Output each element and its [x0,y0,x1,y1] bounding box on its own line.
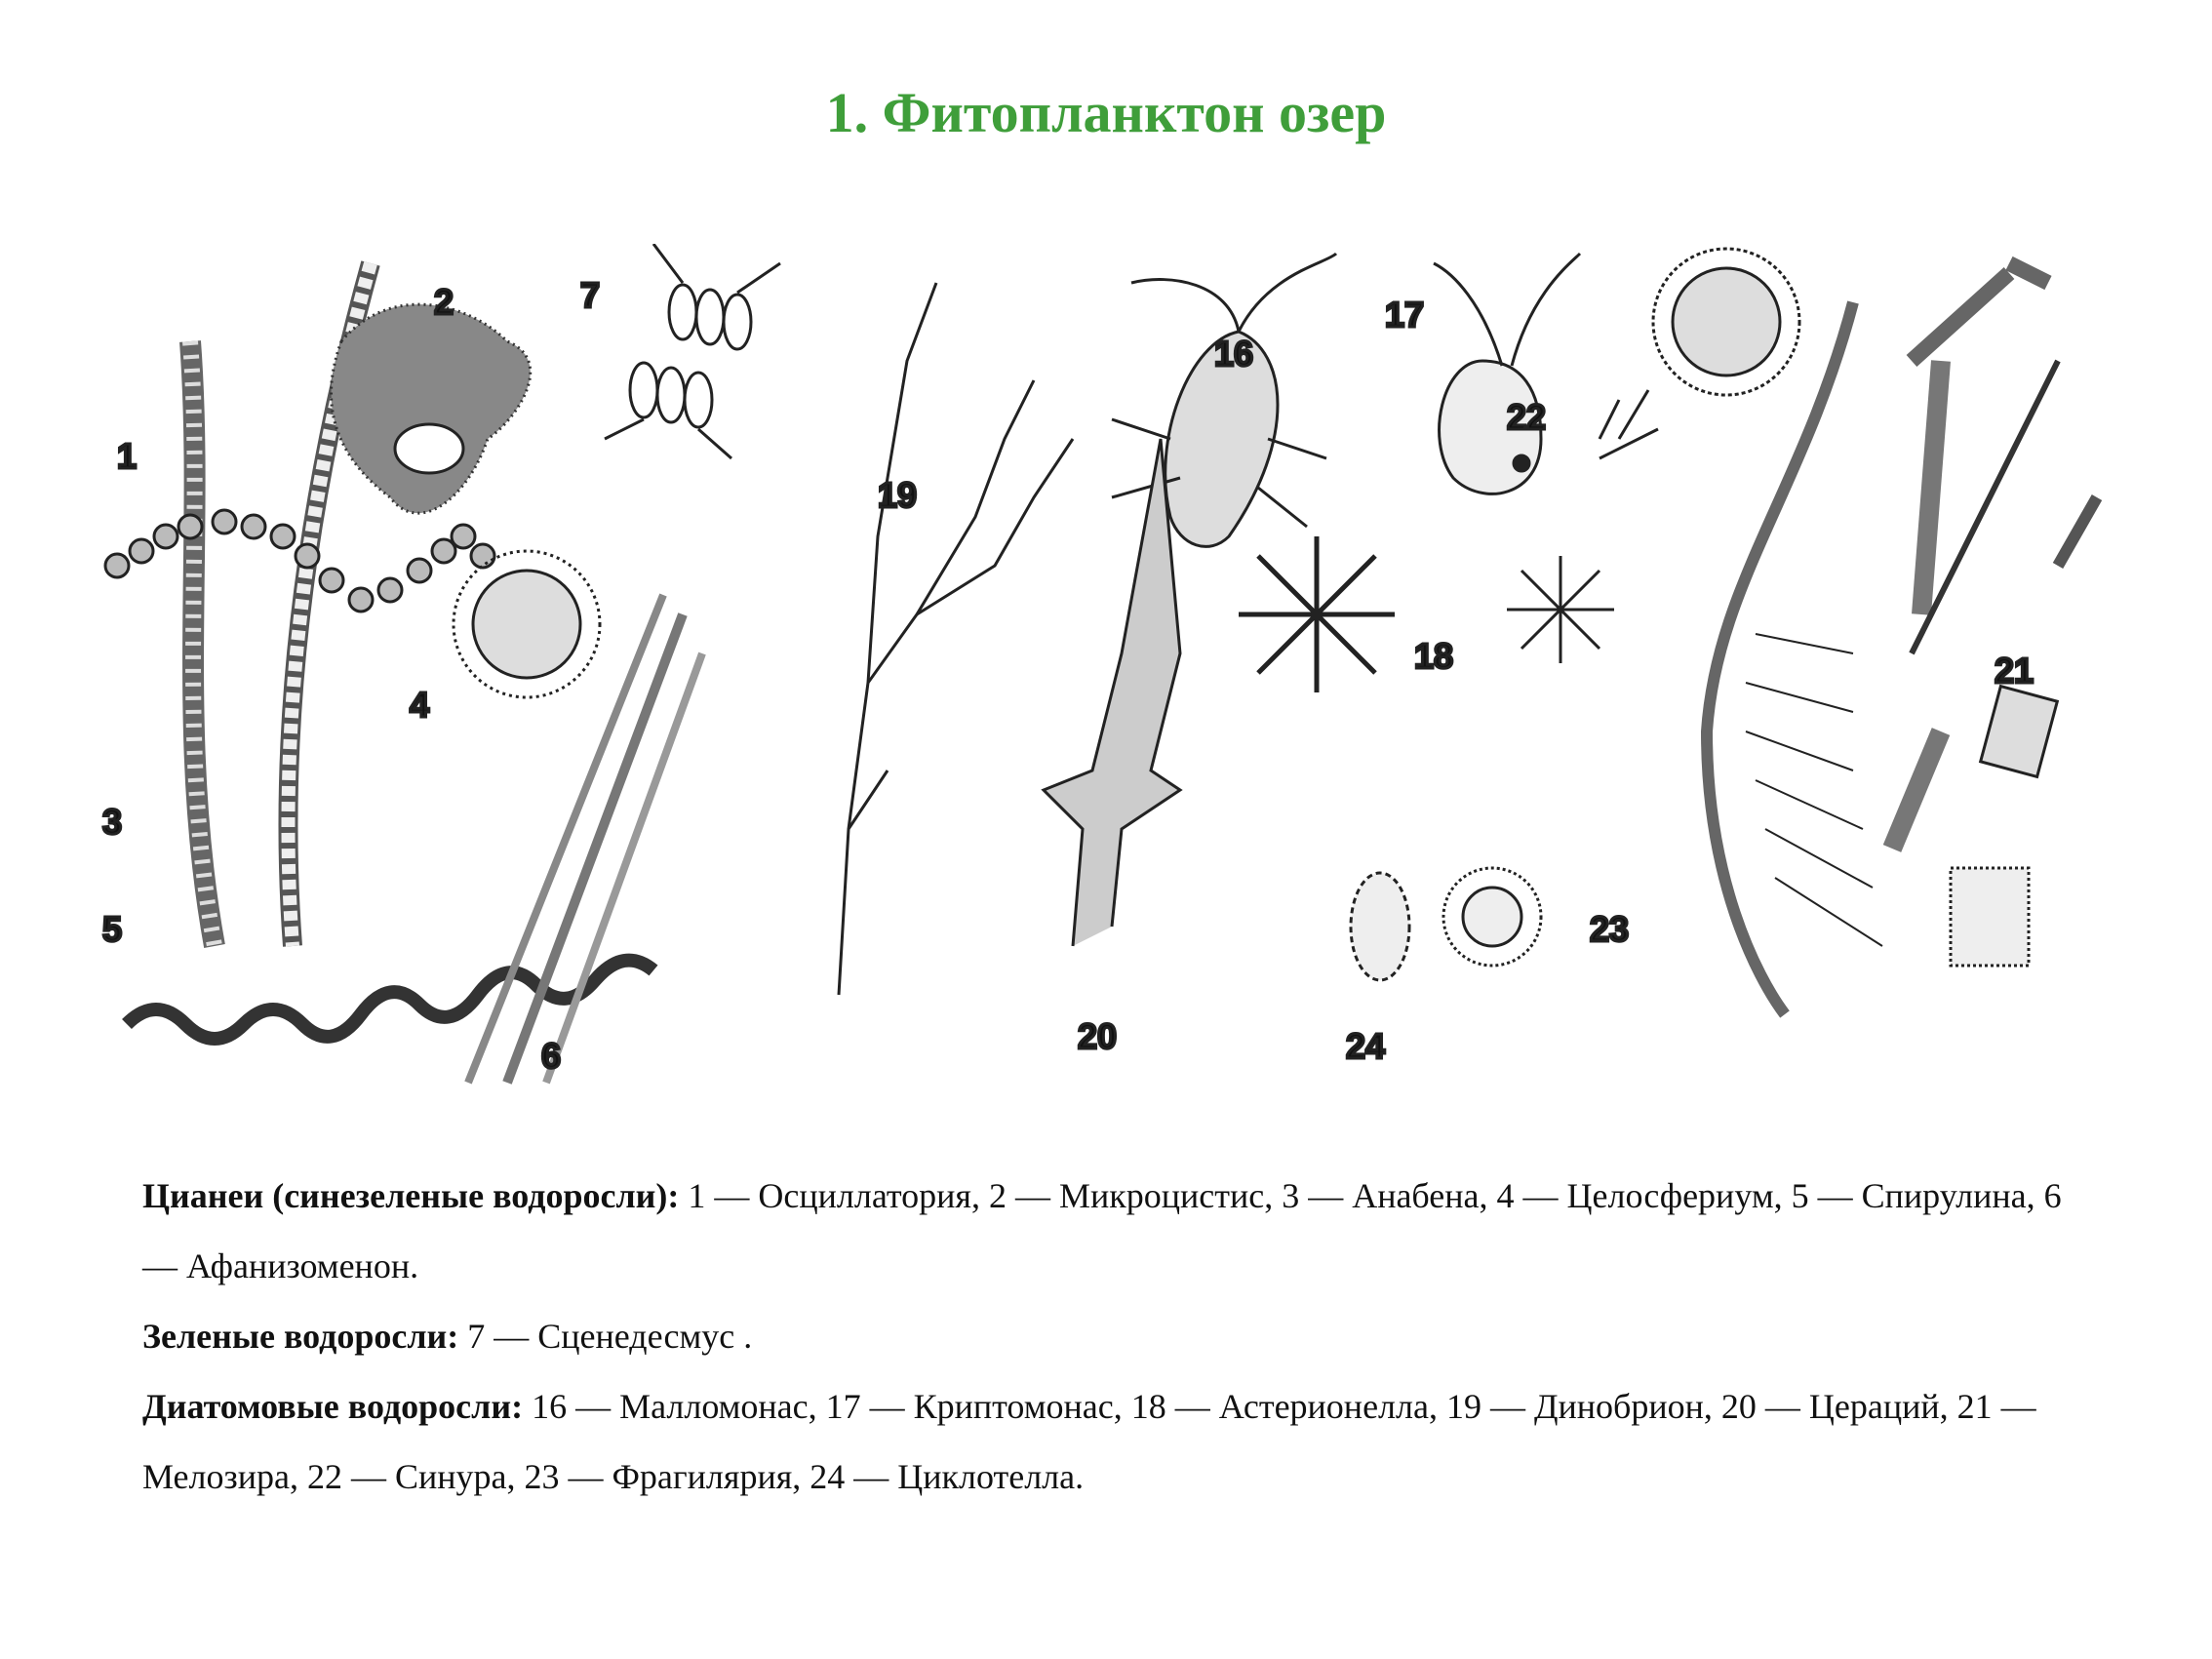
mallomonas-drawing [1112,254,1336,546]
coelosphaerium-drawing [454,551,600,697]
label-21: 21 [1995,651,2034,691]
caption-text: 1 — Осциллатория, 2 — Микроцистис, 3 — Анабена, 4 — Целосфериум, 5 — Спирулина, 6 — Афанизоменон. [142,1176,2062,1285]
caption-heading: Диатомовые водоросли: [142,1387,524,1426]
caption-heading: Зеленые водоросли: [142,1317,459,1356]
caption-cyanobacteria [142,1161,2083,1301]
label-2: 2 [434,282,454,322]
label-23: 23 [1590,909,1630,949]
label-1: 1 [117,436,138,476]
dinobryon-drawing [839,283,1073,995]
label-5: 5 [102,909,123,949]
caption-text: 7 — Сценедесмус . [458,1317,753,1356]
label-4: 4 [410,685,430,725]
ceratium-drawing [1044,439,1180,946]
species-legend [142,1161,2083,1512]
caption-text: 16 — Малломонас, 17 — Криптомонас, 18 — Астерионелла, 19 — Динобрион, 20 — Цераций, 21 — Мелозира, 22 — Синура, 23 — Фрагилярия, 24 — Циклотелла. [142,1387,2036,1496]
label-7: 7 [580,275,601,315]
caption-green-algae [142,1301,2083,1371]
fragilaria-drawing [1707,302,1882,1014]
label-24: 24 [1346,1026,1386,1066]
label-6: 6 [541,1036,562,1076]
melosira-drawing [1892,263,2097,966]
cyclotella-drawing [1351,868,1541,980]
cryptomonas-drawing [1434,254,1580,494]
page-title: 1. Фитопланктон озер [825,81,1387,144]
label-3: 3 [102,802,123,842]
caption-heading: Цианеи (синезеленые водоросли): [142,1176,680,1215]
label-19: 19 [878,475,918,515]
label-16: 16 [1214,334,1254,374]
plankton-illustration [98,244,2126,1102]
label-22: 22 [1507,397,1547,437]
label-18: 18 [1414,636,1454,676]
label-17: 17 [1385,295,1425,335]
microcystis-drawing [332,304,531,513]
synura-drawing [1600,249,1799,458]
scenedesmus-drawing [605,244,780,458]
label-20: 20 [1078,1016,1118,1056]
caption-diatoms [142,1371,2083,1512]
